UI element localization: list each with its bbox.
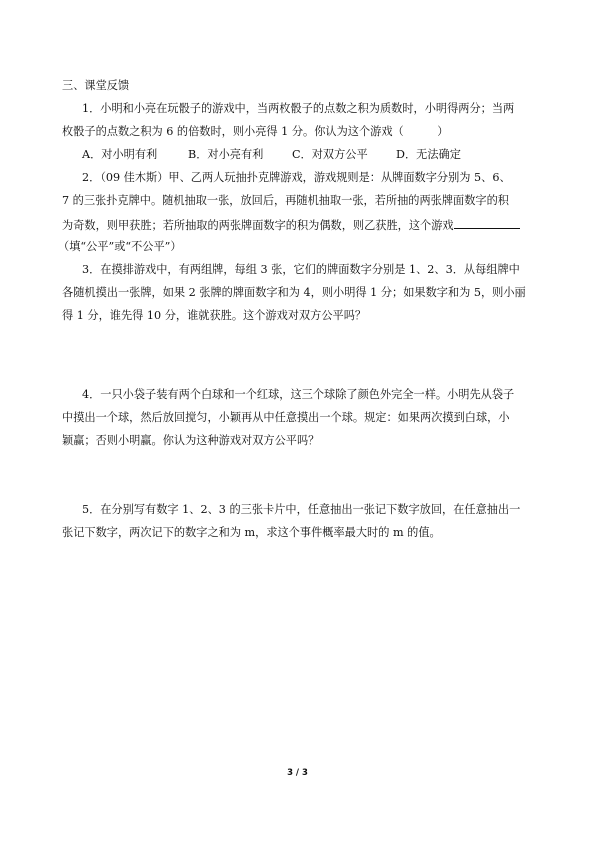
q4-line-1: 4．一只小袋子装有两个白球和一个红球，这三个球除了颜色外完全一样。小明先从袋子: [82, 388, 515, 401]
section-title: 三、课堂反馈: [62, 79, 130, 92]
q3-line-3: 得 1 分，谁先得 10 分，谁就获胜。这个游戏对双方公平吗？: [62, 309, 367, 322]
answer-blank: [454, 217, 520, 229]
page-number: 3 / 3: [287, 768, 308, 778]
q1-option-d: D．无法确定: [396, 148, 461, 161]
q1-line-2: 枚骰子的点数之积为 6 的倍数时，则小亮得 1 分。你认为这个游戏（ ）: [62, 125, 449, 138]
q5-line-2: 张记下数字，两次记下的数字之和为 m，求这个事件概率最大时的 m 的值。: [62, 526, 441, 539]
q1-line-1: 1．小明和小亮在玩骰子的游戏中，当两枚骰子的点数之积为质数时，小明得两分；当两: [82, 102, 515, 115]
q2-line-2: 7 的三张扑克牌中。随机抽取一张，放回后，再随机抽取一张，若所抽的两张牌面数字的积: [62, 194, 509, 207]
q1-option-b: B．对小亮有利: [188, 148, 264, 161]
q2-line-4: （填“公平”或“不公平”）: [58, 240, 182, 253]
q2-line-3: 为奇数，则甲获胜；若所抽取的两张牌面数字的积为偶数，则乙获胜，这个游戏: [62, 219, 454, 232]
q1-option-a: A．对小明有利: [82, 148, 158, 161]
q4-line-3: 颖赢；否则小明赢。你认为这种游戏对双方公平吗？: [62, 434, 320, 447]
q4-line-2: 中摸出一个球，然后放回搅匀，小颖再从中任意摸出一个球。规定：如果两次摸到白球，小: [62, 411, 510, 424]
q3-line-1: 3．在摸排游戏中，有两组牌，每组 3 张，它们的牌面数字分别是 1、2、3．从每组牌中: [82, 263, 520, 276]
q3-line-2: 各随机摸出一张牌，如果 2 张牌的牌面数字和为 4，则小明得 1 分；如果数字和为 5，则小丽: [62, 286, 526, 299]
q5-line-1: 5．在分别写有数字 1、2、3 的三张卡片中，任意抽出一张记下数字放回，在任意抽出一: [82, 503, 521, 516]
q2-line-1: 2．（09 佳木斯）甲、乙两人玩抽扑克牌游戏，游戏规则是：从牌面数字分别为 5、6、: [82, 171, 511, 184]
q1-option-c: C．对双方公平: [292, 148, 368, 161]
q2-line-3-wrapper: [62, 217, 520, 233]
